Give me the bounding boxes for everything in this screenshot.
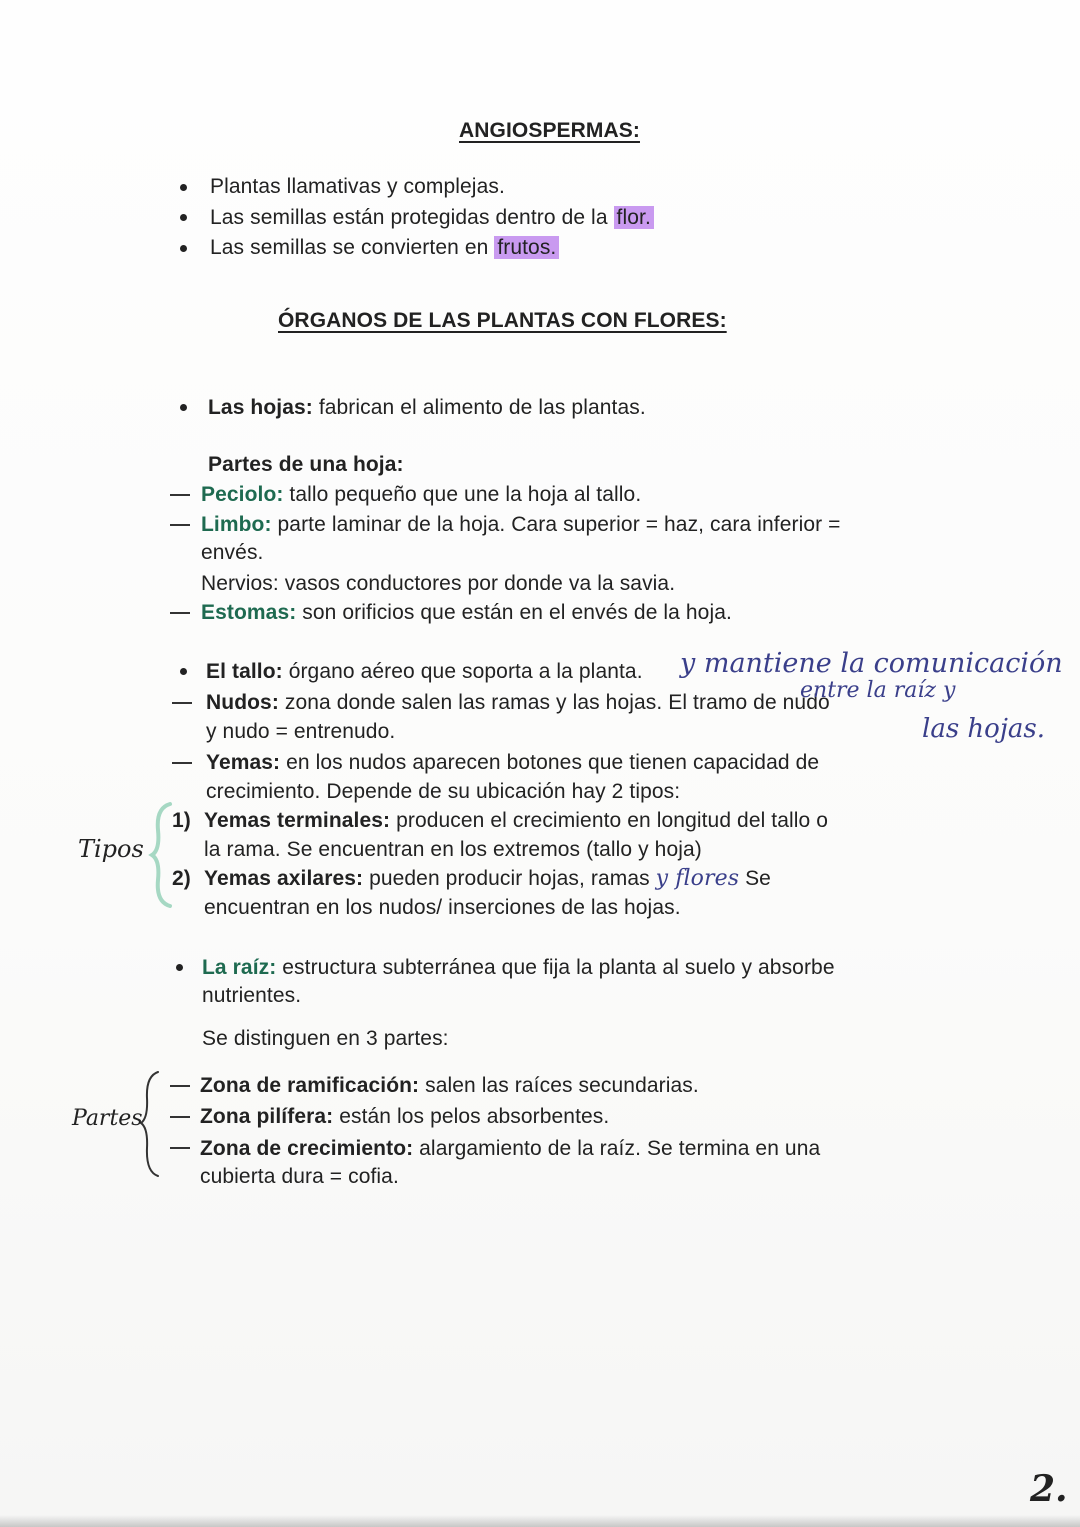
tipo-1-item xyxy=(204,808,828,834)
estomas-label: Estomas: xyxy=(201,601,297,624)
handwritten-stem-note-3: las hojas. xyxy=(922,714,1045,744)
zona-3-item xyxy=(200,1136,820,1162)
page-number: 2. xyxy=(1030,1468,1068,1510)
stem-text: órgano aéreo que soporta a la planta. xyxy=(288,660,643,683)
tipo-2-text-2: encuentran en los nudos/ inserciones de las hojas. xyxy=(204,896,681,919)
zona-1-text: salen las raíces secundarias. xyxy=(425,1074,699,1097)
dash-icon xyxy=(172,762,192,764)
zona-3-text: alargamiento de la raíz. Se termina en una xyxy=(419,1137,821,1160)
bullet-icon xyxy=(180,245,187,252)
peciolo-item xyxy=(201,482,641,508)
estomas-text: son orificios que están en el envés de la hoja. xyxy=(302,601,732,624)
zona-2-item xyxy=(200,1104,609,1130)
highlight-flor: flor. xyxy=(614,206,654,229)
page-bottom-edge xyxy=(0,1515,1080,1527)
dash-icon xyxy=(170,494,190,496)
zona-3-label: Zona de crecimiento: xyxy=(200,1137,414,1160)
dash-icon xyxy=(170,1116,190,1118)
tipo-2-item xyxy=(204,866,771,892)
tipo-1-text: producen el crecimiento en longitud del tallo o xyxy=(396,809,829,832)
leaves-text: fabrican el alimento de las plantas. xyxy=(318,396,646,419)
leaves-label: Las hojas: xyxy=(208,396,313,419)
page-title: ANGIOSPERMAS: xyxy=(459,119,640,142)
zona-2-text: están los pelos absorbentes. xyxy=(339,1105,610,1128)
intro-bullet-2 xyxy=(210,205,654,231)
dash-icon xyxy=(172,702,192,704)
root-item xyxy=(202,955,835,981)
intro-bullet-1: Plantas llamativas y complejas. xyxy=(210,175,505,198)
zona-1-label: Zona de ramificación: xyxy=(200,1074,420,1097)
handwritten-partes: Partes xyxy=(72,1106,143,1131)
yemas-text-2: crecimiento. Depende de su ubicación hay 2 tipos: xyxy=(206,780,681,803)
bullet-icon xyxy=(180,214,187,221)
limbo-text: parte laminar de la hoja. Cara superior = haz, cara inferior = xyxy=(277,513,841,536)
tipo-2-text: pueden producir hojas, ramas xyxy=(369,867,650,890)
nervios-item: Nervios: vasos conductores por donde va la savia. xyxy=(201,572,676,595)
zona-2-label: Zona pilífera: xyxy=(200,1105,334,1128)
yemas-label: Yemas: xyxy=(206,751,281,774)
tipo-1-label: Yemas terminales: xyxy=(204,809,391,832)
limbo-item xyxy=(201,512,841,538)
tipo-2-number: 2) xyxy=(172,867,191,890)
root-text-2: nutrientes. xyxy=(202,984,302,1007)
handwritten-tipos: Tipos xyxy=(78,835,144,863)
stem-label: El tallo: xyxy=(206,660,283,683)
nudos-text: zona donde salen las ramas y las hojas. El tramo de nudo xyxy=(284,691,830,714)
nudos-item xyxy=(206,690,830,716)
tipo-1-text-2: la rama. Se encuentran en los extremos (tallo y hoja) xyxy=(204,838,702,861)
intro-bullet-3-text: Las semillas se convierten en xyxy=(210,236,489,259)
root-parts-intro: Se distinguen en 3 partes: xyxy=(202,1027,449,1050)
tipo-2-label: Yemas axilares: xyxy=(204,867,364,890)
bullet-icon xyxy=(180,184,187,191)
section-title: ÓRGANOS DE LAS PLANTAS CON FLORES: xyxy=(278,309,727,332)
limbo-label: Limbo: xyxy=(201,513,272,536)
zona-3-text-2: cubierta dura = cofia. xyxy=(200,1165,399,1188)
stem-item xyxy=(206,659,643,685)
bullet-icon xyxy=(176,964,183,971)
handwritten-stem-note-1: y mantiene la comunicación xyxy=(680,648,1063,679)
dash-icon xyxy=(170,524,190,526)
leaves-item xyxy=(208,395,646,421)
leaf-parts-title: Partes de una hoja: xyxy=(208,453,404,476)
tipo-1-number: 1) xyxy=(172,809,191,832)
yemas-text: en los nudos aparecen botones que tienen capacidad de xyxy=(286,751,820,774)
bullet-icon xyxy=(180,404,187,411)
intro-bullet-3 xyxy=(210,235,559,261)
dash-icon xyxy=(170,1147,190,1149)
dash-icon xyxy=(170,1085,190,1087)
handwritten-y-flores: y flores xyxy=(655,866,740,891)
yemas-item xyxy=(206,750,819,776)
intro-bullet-2-text: Las semillas están protegidas dentro de la xyxy=(210,206,608,229)
zona-1-item xyxy=(200,1073,699,1099)
nudos-label: Nudos: xyxy=(206,691,279,714)
estomas-item xyxy=(201,600,732,626)
bullet-icon xyxy=(180,668,187,675)
highlight-frutos: frutos. xyxy=(494,236,559,259)
handwritten-stem-note-2: entre la raíz y xyxy=(800,678,956,703)
limbo-text-2: envés. xyxy=(201,541,264,564)
peciolo-text: tallo pequeño que une la hoja al tallo. xyxy=(289,483,642,506)
peciolo-label: Peciolo: xyxy=(201,483,284,506)
root-label: La raíz: xyxy=(202,956,277,979)
tipo-2-text-end: Se xyxy=(745,867,771,890)
root-text: estructura subterránea que fija la planta al suelo y absorbe xyxy=(282,956,835,979)
dash-icon xyxy=(170,612,190,614)
nudos-text-2: y nudo = entrenudo. xyxy=(206,720,396,743)
